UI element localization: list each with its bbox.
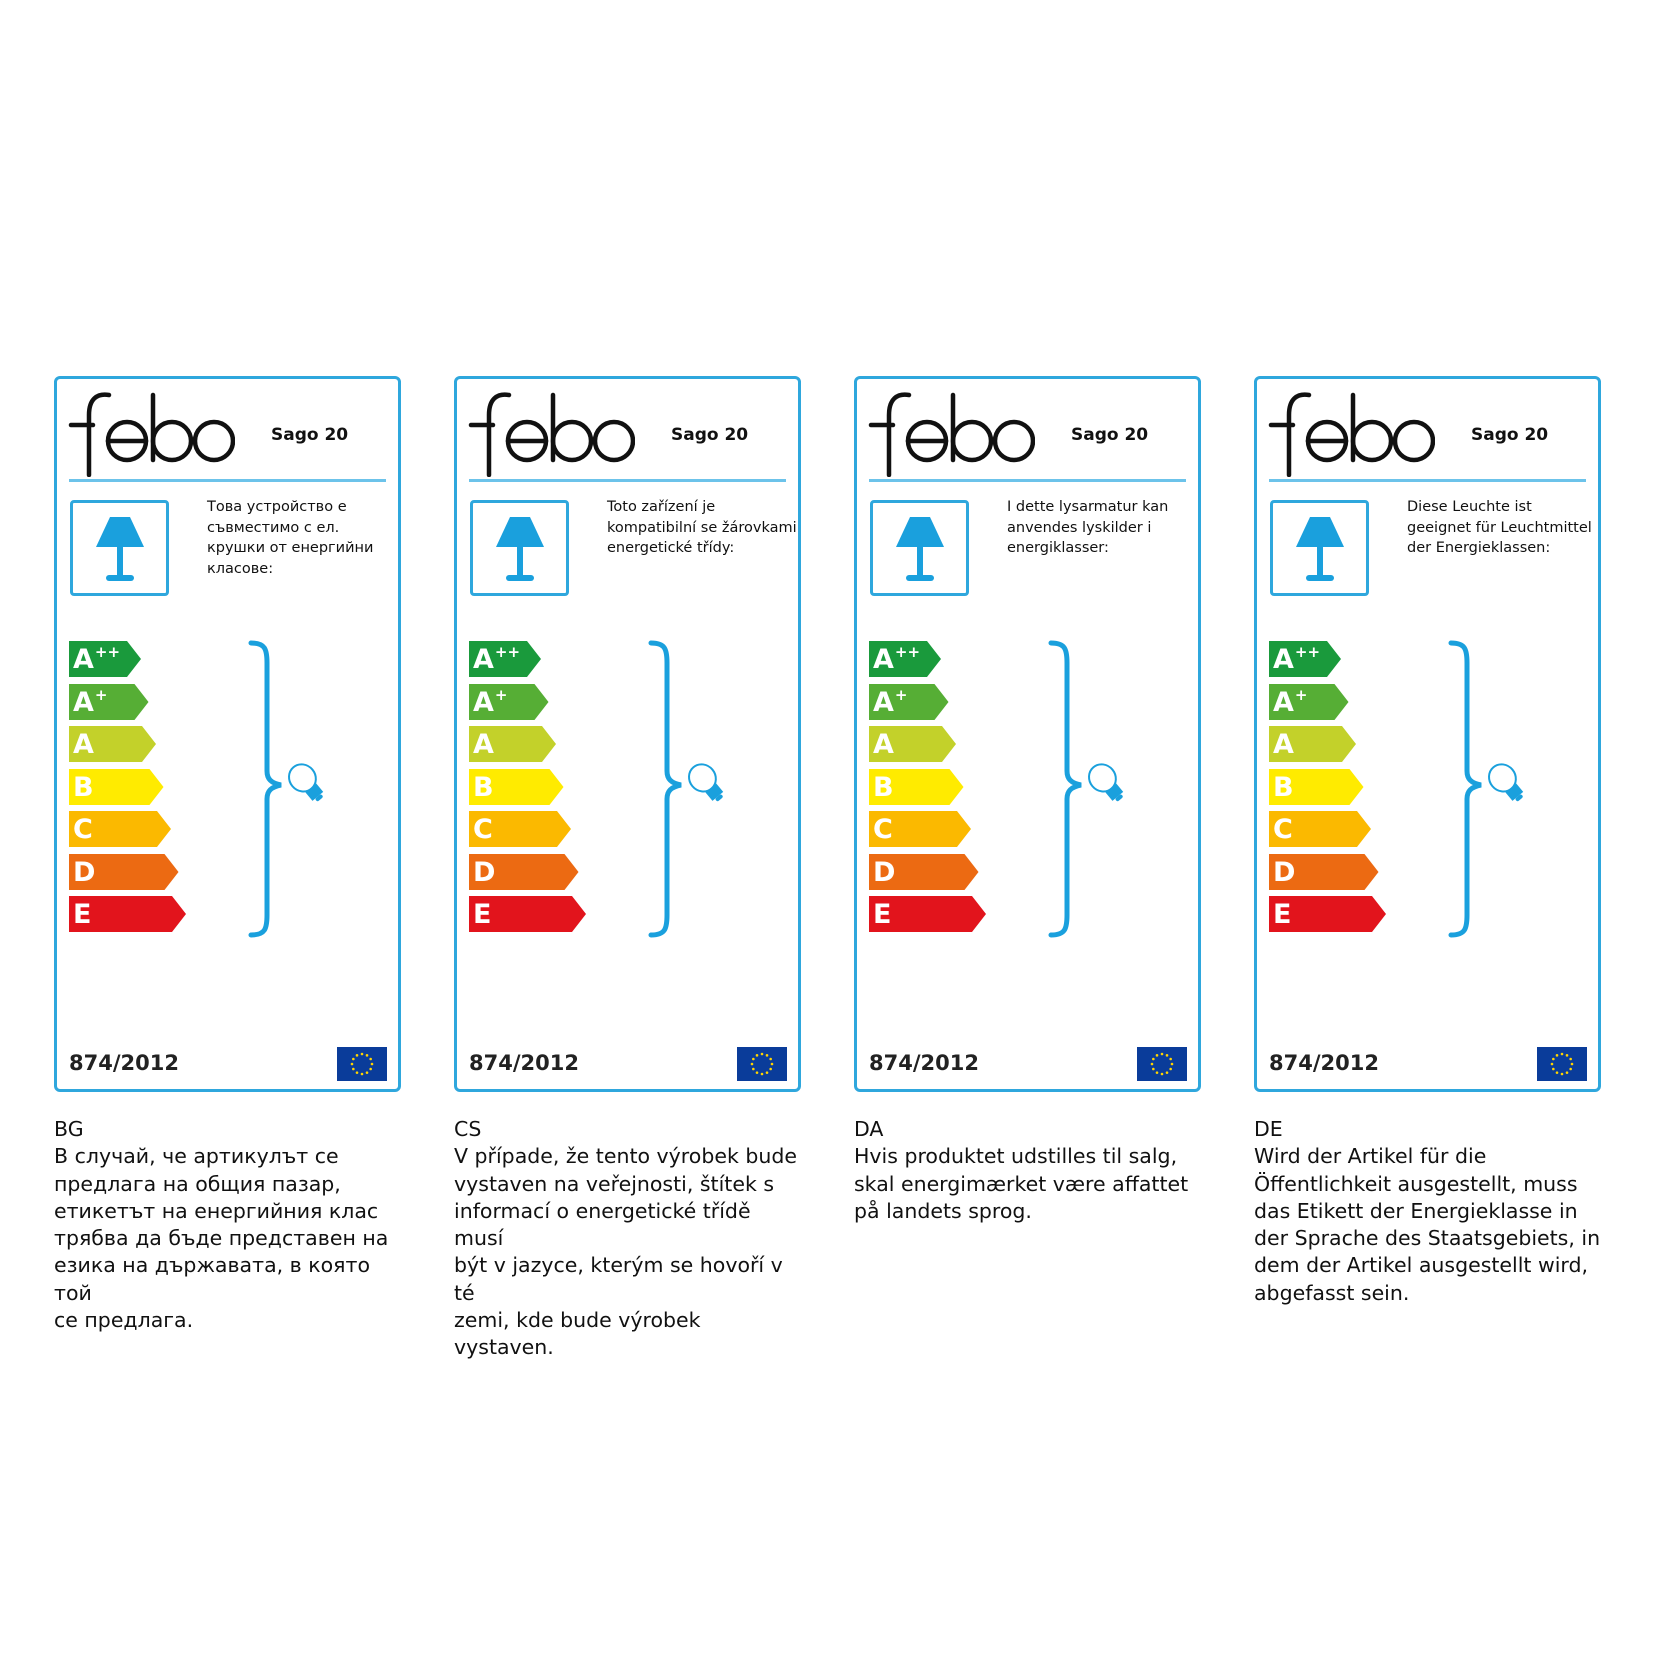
energy-class-plus: ++ [94,643,121,661]
energy-class-bar [469,726,556,762]
energy-class-letter: C [873,814,893,845]
energy-class-letter: A+ [873,685,908,718]
energy-class-plus: ++ [1294,643,1321,661]
eu-flag-icon [337,1047,387,1081]
brace-icon [1447,639,1487,939]
energy-class-letter: B [1273,771,1294,803]
energy-class-bar [1269,854,1379,890]
compatibility-text: Diese Leuchte ist geeignet für Leuchtmittel der Energieklassen: [1407,499,1592,556]
lamp-icon-box [470,500,569,596]
energy-class-bar [69,854,179,890]
energy-class-bar [1269,641,1341,677]
energy-class-bar [869,769,964,805]
eu-flag-icon [1137,1047,1187,1081]
energy-class-letter: B [473,771,494,803]
energy-class-bar [69,641,141,677]
energy-class-bar [1269,811,1371,847]
light-bulb-icon [1083,759,1133,811]
model-name: Sago 20 [1071,425,1149,445]
energy-label [54,376,401,1092]
model-name: Sago 20 [671,425,749,445]
energy-class-bar [869,896,986,932]
energy-class-letter: A [1273,729,1294,760]
energy-class-bar [869,726,956,762]
energy-class-bar [869,811,971,847]
brace-icon [1047,639,1087,939]
regulation-number: 874/2012 [69,1051,179,1075]
table-lamp-icon [473,503,566,593]
energy-class-letter: D [73,856,96,888]
energy-class-bar [1269,726,1356,762]
energy-class-letter: A++ [1273,643,1321,675]
energy-class-letter: D [473,856,496,888]
energy-class-letter: C [73,814,93,845]
language-code: BG [54,1117,84,1141]
energy-class-letter: B [873,771,894,803]
energy-class-letter: A [73,729,94,760]
language-code: CS [454,1117,482,1141]
energy-class-plus: ++ [894,643,921,661]
energy-class-bar [869,641,941,677]
lamp-icon-box [70,500,169,596]
energy-class-plus: + [1294,685,1308,704]
energy-class-letter: A+ [73,685,108,718]
language-note [1254,1116,1604,1307]
energy-class-scale [869,641,999,931]
language-code: DE [1254,1117,1283,1141]
display-note-text: Wird der Artikel für die Öffentlichkeit ausgestellt, muss das Etikett der Energieklasse in der Sprache des Staatsgebiets, in dem der Artikel ausgestellt wird, abgefasst sein. [1254,1144,1601,1305]
language-code: DA [854,1117,884,1141]
brace-icon [647,639,687,939]
energy-class-letter: A++ [473,643,521,675]
model-name: Sago 20 [271,425,349,445]
light-bulb-icon [1483,759,1533,811]
energy-class-bar [469,684,549,720]
energy-class-letter: E [873,899,892,930]
light-bulb-icon [283,759,333,811]
energy-class-scale [1269,641,1399,931]
energy-class-letter: C [1273,814,1293,845]
energy-class-plus: + [94,685,108,704]
febo-logo [465,389,635,477]
energy-class-bar [869,684,949,720]
energy-class-letter: C [473,814,493,845]
compatibility-text: I dette lysarmatur kan anvendes lyskilder i energiklasser: [1007,499,1169,556]
energy-class-plus: + [494,685,508,704]
eu-flag-icon [737,1047,787,1081]
energy-class-bar [1269,684,1349,720]
language-note [454,1116,804,1362]
energy-class-bar [69,684,149,720]
regulation-number: 874/2012 [869,1051,979,1075]
language-note [54,1116,404,1334]
compatibility-text: Това устройство е съвместимо с ел. крушки от енергийни класове: [207,499,374,577]
energy-label [454,376,801,1092]
lamp-icon-box [1270,500,1369,596]
table-lamp-icon [873,503,966,593]
energy-class-letter: E [473,899,492,930]
energy-class-letter: A+ [1273,685,1308,718]
energy-label [1254,376,1601,1092]
model-name: Sago 20 [1471,425,1549,445]
energy-class-letter: E [73,899,92,930]
display-note-text: В случай, че артикулът се предлага на общия пазар, етикетът на енергийния клас трябва да бъде представен на езика на държавата, в която той се предлага. [54,1144,389,1333]
energy-class-scale [69,641,199,931]
header-separator [869,479,1186,482]
energy-class-letter: E [1273,899,1292,930]
energy-class-letter: A+ [473,685,508,718]
energy-class-plus: + [894,685,908,704]
language-note [854,1116,1204,1225]
febo-logo [65,389,235,477]
energy-label [854,376,1201,1092]
energy-class-letter: D [873,856,896,888]
compatibility-text: Toto zařízení je kompatibilní se žárovkami energetické třídy: [607,499,797,556]
energy-class-bar [469,769,564,805]
energy-class-letter: B [73,771,94,803]
table-lamp-icon [73,503,166,593]
energy-class-letter: A [873,729,894,760]
regulation-number: 874/2012 [1269,1051,1379,1075]
energy-class-letter: A++ [73,643,121,675]
header-separator [69,479,386,482]
energy-class-bar [69,896,186,932]
energy-class-bar [1269,769,1364,805]
regulation-number: 874/2012 [469,1051,579,1075]
light-bulb-icon [683,759,733,811]
energy-class-plus: ++ [494,643,521,661]
eu-flag-icon [1537,1047,1587,1081]
header-separator [469,479,786,482]
energy-class-bar [69,769,164,805]
energy-class-bar [469,811,571,847]
febo-logo [1265,389,1435,477]
display-note-text: Hvis produktet udstilles til salg, skal energimærket være affattet på landets sprog. [854,1144,1189,1223]
brace-icon [247,639,287,939]
lamp-icon-box [870,500,969,596]
header-separator [1269,479,1586,482]
energy-class-bar [469,896,586,932]
energy-class-bar [469,641,541,677]
energy-class-bar [69,811,171,847]
energy-class-letter: D [1273,856,1296,888]
table-lamp-icon [1273,503,1366,593]
energy-class-bar [469,854,579,890]
energy-class-bar [69,726,156,762]
energy-class-letter: A [473,729,494,760]
energy-class-scale [469,641,599,931]
febo-logo [865,389,1035,477]
display-note-text: V případe, že tento výrobek bude vystaven na veřejnosti, štítek s informací o energetické třídě musí být v jazyce, kterým se hovoří v té zemi, kde bude výrobek vystaven. [454,1144,797,1360]
energy-class-bar [1269,896,1386,932]
energy-class-letter: A++ [873,643,921,675]
energy-class-bar [869,854,979,890]
